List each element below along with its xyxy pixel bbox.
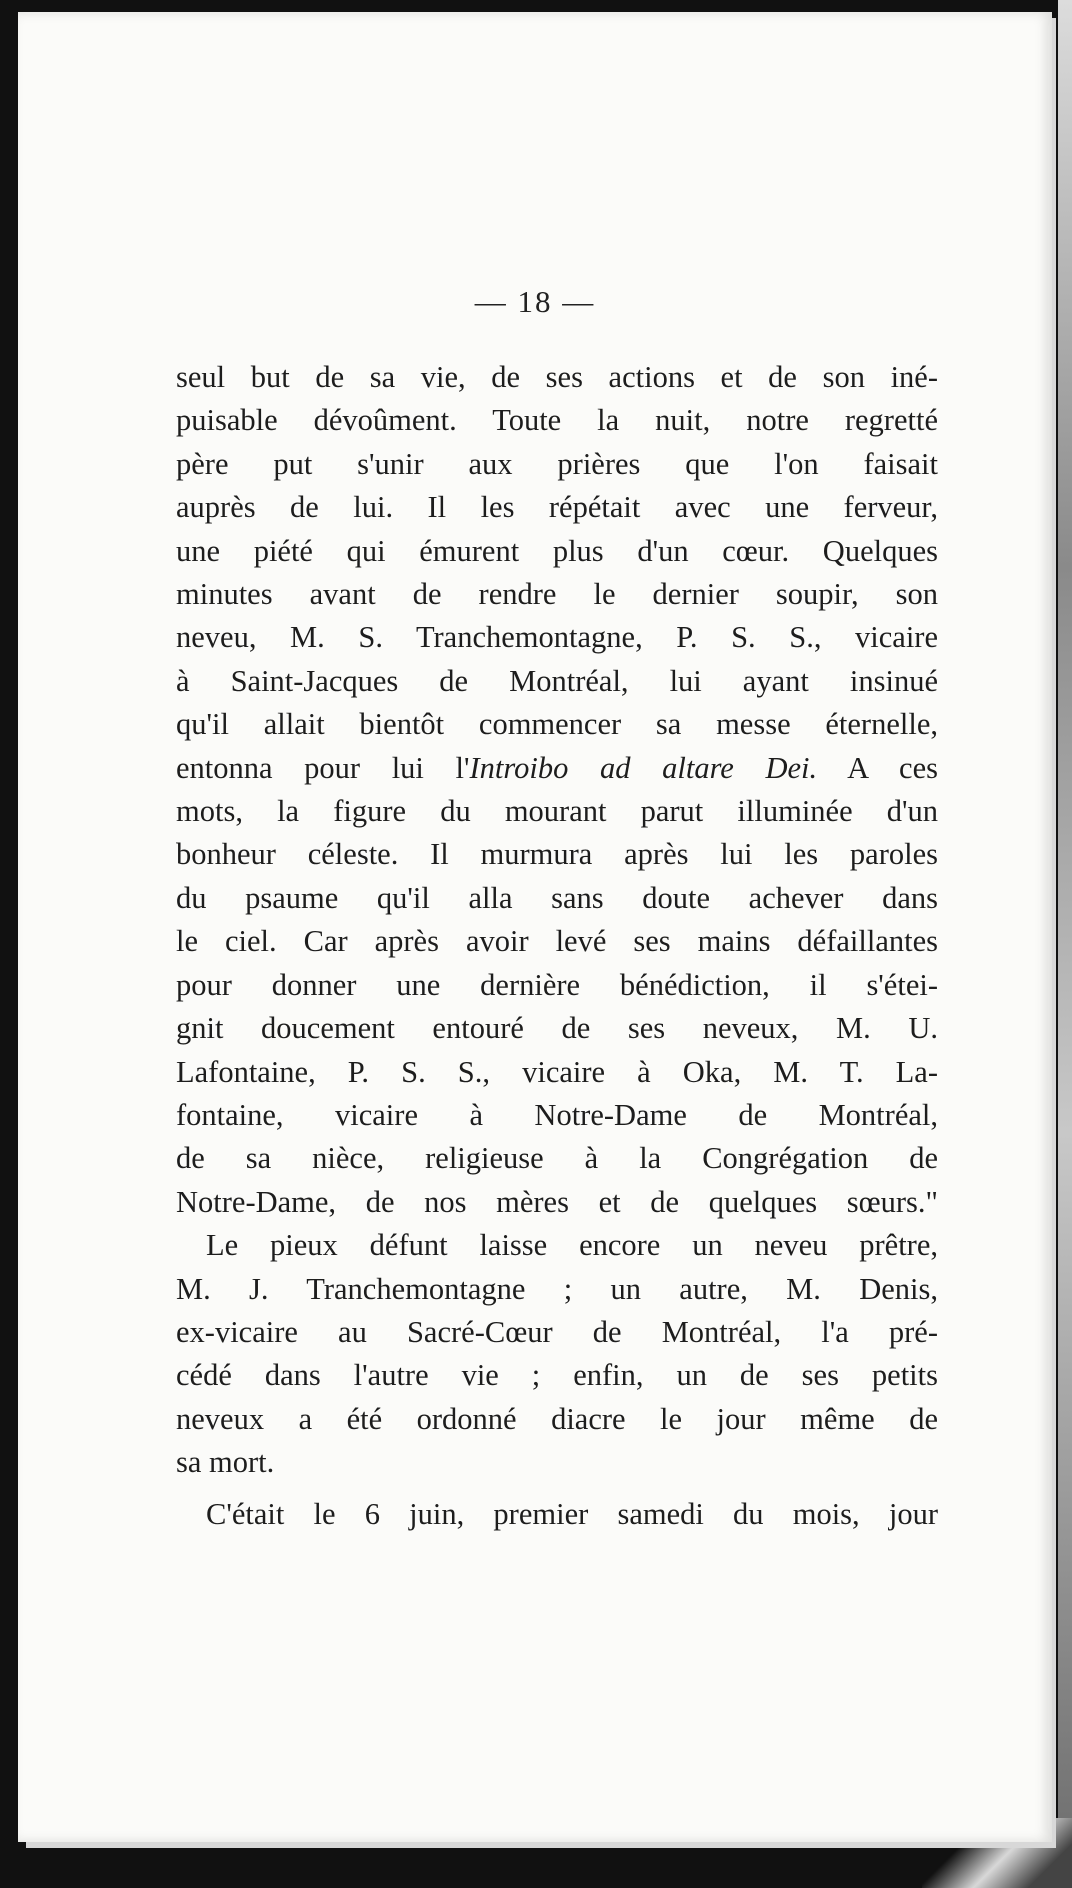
text-fragment: entonna pour lui l' <box>176 750 470 785</box>
text-line: C'était le 6 juin, premier samedi du mois, jour <box>206 1496 938 1531</box>
text-line: fontaine, vicaire à Notre-Dame de Montréal, <box>176 1097 938 1132</box>
text-line: bonheur céleste. Il murmura après lui les paroles <box>176 837 938 872</box>
latin-phrase: Introibo ad altare Dei. <box>469 750 818 785</box>
text-line: du psaume qu'il alla sans doute achever dans <box>176 880 938 915</box>
text-line: Le pieux défunt laisse encore un neveu prêtre, <box>206 1228 938 1263</box>
book-edge <box>1058 0 1072 1888</box>
text-line: seul but de sa vie, de ses actions et de son iné- <box>176 360 938 394</box>
page-number: — 18 — <box>474 284 596 319</box>
text-line: pour donner une dernière bénédiction, il s'étei- <box>176 967 938 1002</box>
text-line: neveux a été ordonné diacre le jour même de <box>176 1401 938 1436</box>
text-line: M. J. Tranchemontagne ; un autre, M. Denis, <box>176 1271 938 1306</box>
text-line: ex-vicaire au Sacré-Cœur de Montréal, l'a pré- <box>176 1314 938 1349</box>
body-text <box>176 356 938 1536</box>
text-line: père put s'unir aux prières que l'on faisait <box>176 446 938 481</box>
text-line: auprès de lui. Il les répétait avec une ferveur, <box>176 490 938 525</box>
text-line: gnit doucement entouré de ses neveux, M. U. <box>176 1011 938 1046</box>
text-line: qu'il allait bientôt commencer sa messe éternelle, <box>176 707 938 742</box>
text-line: cédé dans l'autre vie ; enfin, un de ses petits <box>176 1358 938 1393</box>
text-line: une piété qui émurent plus d'un cœur. Quelques <box>176 533 938 568</box>
text-line: le ciel. Car après avoir levé ses mains défaillantes <box>176 924 938 959</box>
text-line: sa mort. <box>176 1445 275 1480</box>
text-line: Notre-Dame, de nos mères et de quelques sœurs." <box>176 1184 938 1219</box>
text-line: de sa nièce, religieuse à la Congrégation de <box>176 1141 938 1176</box>
text-line: Lafontaine, P. S. S., vicaire à Oka, M. T. La- <box>176 1054 938 1089</box>
text-fragment: A ces <box>817 750 939 785</box>
text-line: neveu, M. S. Tranchemontagne, P. S. S., vicaire <box>176 620 938 655</box>
text-line-with-italic <box>176 747 938 790</box>
text-line: minutes avant de rendre le dernier soupir, son <box>176 577 938 612</box>
text-line: à Saint-Jacques de Montréal, lui ayant insinué <box>176 663 938 698</box>
paragraph-gap <box>176 1485 938 1493</box>
text-line: puisable dévoûment. Toute la nuit, notre regretté <box>176 403 938 438</box>
text-line: mots, la figure du mourant parut illuminée d'un <box>176 794 938 829</box>
